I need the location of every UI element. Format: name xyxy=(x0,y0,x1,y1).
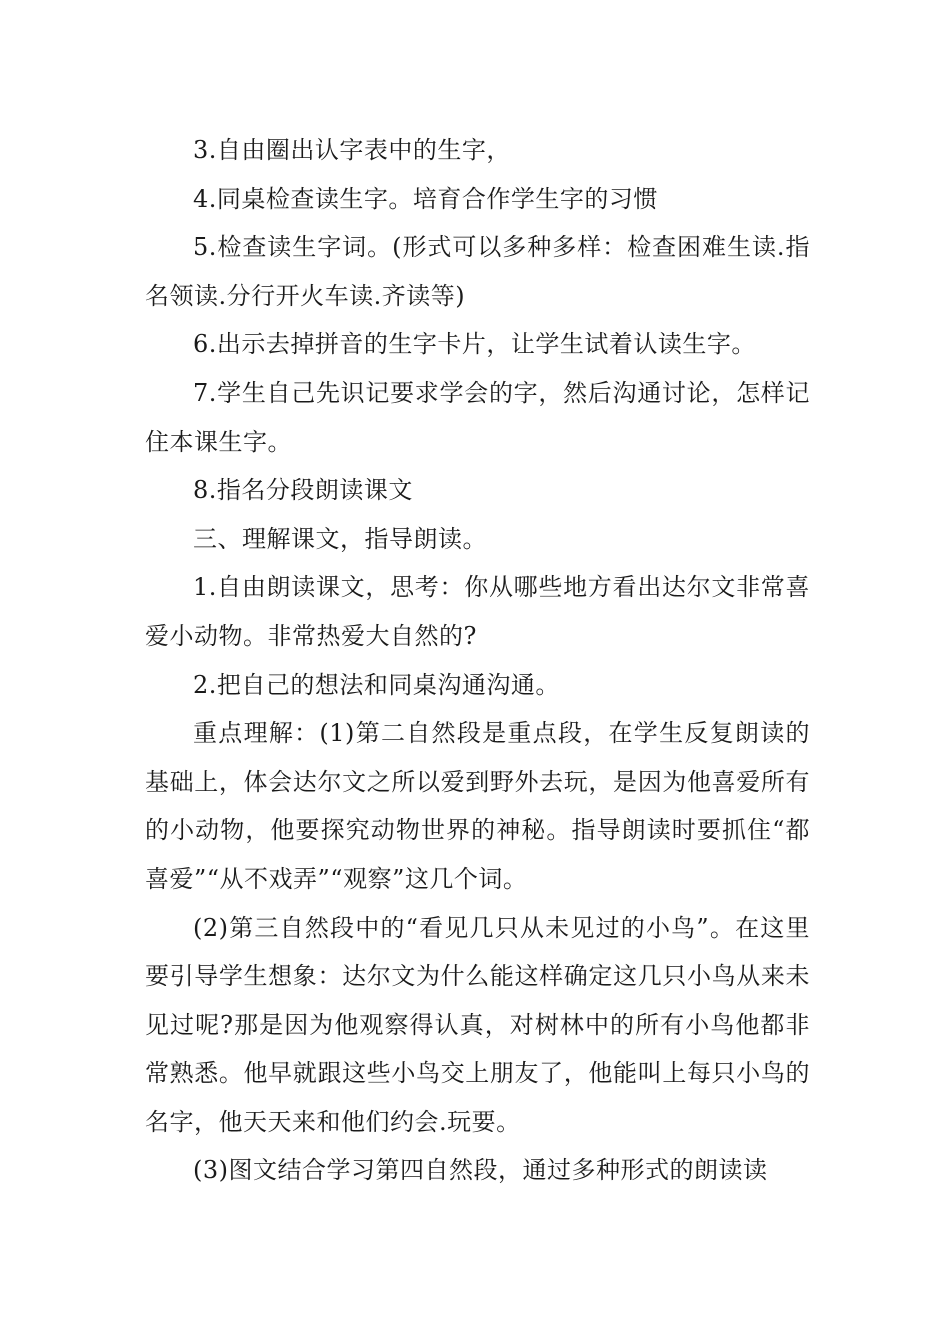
document-body xyxy=(145,126,810,1195)
paragraph-item-2: 2.把自己的想法和同桌沟通沟通。 xyxy=(193,670,560,699)
point-three-paragraph: (3)图文结合学习第四自然段，通过多种形式的朗读读 xyxy=(193,1156,768,1185)
key-point-paragraph: 重点理解：(1)第二自然段是重点段，在学生反复朗读的基础上，体会达尔文之所以爱到野外去玩，是因为他喜爱所有的小动物，他要探究动物世界的神秘。指导朗读时要抓住“都喜爱”“从不戏弄”“观察”这几个词。 xyxy=(145,719,810,893)
paragraph-item-7: 7.学生自己先识记要求学会的字，然后沟通讨论，怎样记住本课生字。 xyxy=(145,378,810,456)
paragraph-item-6: 6.出示去掉拼音的生字卡片，让学生试着认读生字。 xyxy=(193,330,756,359)
paragraph-item-8: 8.指名分段朗读课文 xyxy=(193,476,413,505)
paragraph-item-3: 3.自由圈出认字表中的生字， xyxy=(193,136,511,164)
point-two-paragraph: (2)第三自然段中的“看见几只从未见过的小鸟”。在这里要引导学生想象：达尔文为什么能这样确定这几只小鸟从来未见过呢?那是因为他观察得认真，对树林中的所有小鸟他都非常熟悉。他早就跟这些小鸟交上朋友了，他能叫上每只小鸟的名字，他天天来和他们约会.玩要。 xyxy=(145,913,810,1136)
section-heading-three: 三、理解课文，指导朗读。 xyxy=(193,524,487,553)
paragraph-item-4: 4.同桌检查读生字。培育合作学生字的习惯 xyxy=(193,184,658,213)
paragraph-item-5: 5.检查读生字词。(形式可以多种多样：检查困难生读.指名领读.分行开火车读.齐读等) xyxy=(145,233,810,310)
paragraph-item-1: 1.自由朗读课文，思考：你从哪些地方看出达尔文非常喜爱小动物。非常热爱大自然的? xyxy=(145,573,810,650)
